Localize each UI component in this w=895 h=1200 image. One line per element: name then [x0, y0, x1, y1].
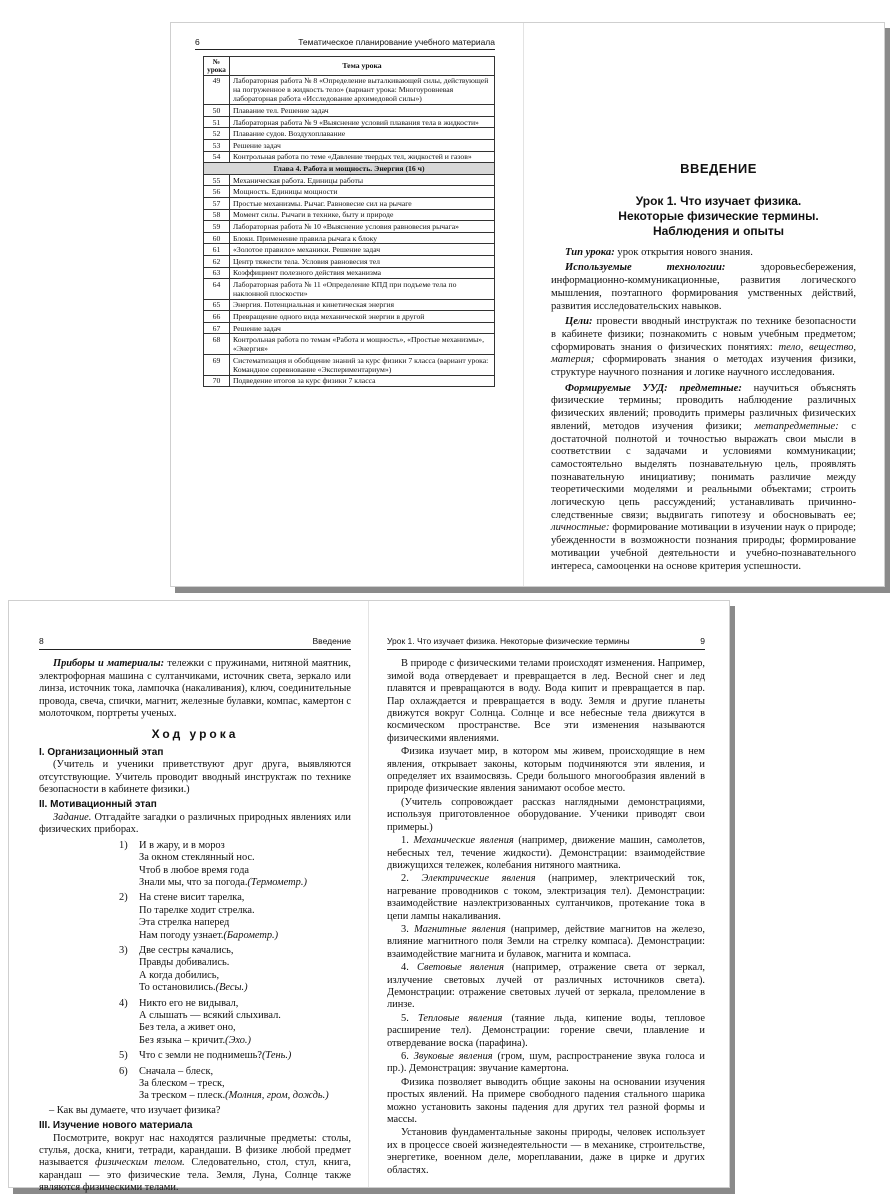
table-row: [204, 267, 495, 279]
lesson-number: 68: [204, 334, 230, 355]
lesson-topic: Момент силы. Рычаги в технике, быту и природе: [230, 209, 495, 221]
lesson-topic: Контрольная работа по темам «Работа и мощность», «Простые механизмы», «Энергия»: [230, 334, 495, 355]
lesson-number: 65: [204, 299, 230, 311]
task: [39, 812, 351, 837]
table-row: [204, 232, 495, 244]
riddle-number: 2): [119, 892, 128, 904]
technologies: [551, 262, 856, 313]
lesson-topic: Решение задач: [230, 139, 495, 151]
table-row: [204, 255, 495, 267]
running-head-title: Введение: [312, 636, 351, 646]
label: Используемые технологии:: [565, 262, 726, 274]
paragraph: (Учитель сопровождает рассказ наглядными демонстрациями, используя приготовленное оборудование. Ученики приводят свои примеры.): [387, 796, 705, 833]
page-number: 6: [195, 37, 200, 47]
lesson-topic: Плавание судов. Воздухоплавание: [230, 128, 495, 140]
page-9: [387, 635, 705, 1178]
table-row: [204, 151, 495, 163]
riddle-number: 3): [119, 944, 128, 956]
text: сформировать знания о методах изучения физики, структуре научного познания и логике научного исследования.: [551, 354, 857, 379]
lesson-topic: Плавание тел. Решение задач: [230, 105, 495, 117]
riddle: [119, 892, 351, 942]
materials: [39, 658, 351, 720]
riddle-line: То остановились.(Весы.): [139, 982, 248, 994]
text: Следовательно, стол, стул, книга, карандаш — это физические тела. Земля, Луна, Солнце также являются физическими телами.: [39, 1157, 351, 1194]
paragraph: Физика позволяет выводить общие законы на основании изучения простых явлений. На примере свободного падения стального шарика можно установить законы падения для других тел разной формы и массы.: [387, 1076, 705, 1126]
riddle-line: Знали мы, что за погода.(Термометр.): [139, 876, 307, 888]
lesson-number: 67: [204, 322, 230, 334]
lesson-number: 54: [204, 151, 230, 163]
page-6: [195, 37, 495, 387]
riddle-answer-wrap: [225, 1035, 251, 1046]
riddle-answer-wrap: [216, 982, 248, 993]
lesson-number: 58: [204, 209, 230, 221]
stage-text: [39, 1133, 351, 1195]
item-term: Световые явления: [417, 962, 504, 974]
table-row: [204, 322, 495, 334]
item-text: (например, электрический ток, нагревание проводников с током, электризация тел). Демонстрации: взаимодействие наэлектризованных султанчиков, протекание тока в цепи лампы накаливания.: [387, 873, 706, 922]
lesson-number: 53: [204, 139, 230, 151]
item-number: 6.: [401, 1051, 409, 1062]
riddle-lines: [139, 840, 307, 890]
bottom-spread: [8, 600, 730, 1194]
item-text: (гром, шум, распространение звука голоса и пр.). Демонстрация: звучание камертона.: [387, 1051, 705, 1075]
riddle-line: Эта стрелка наперед: [139, 917, 230, 929]
riddle-line: Чтоб в любое время года: [139, 864, 249, 876]
lesson-number: 69: [204, 355, 230, 376]
riddle-line: А слышать — всякий слыхивал.: [139, 1009, 281, 1021]
lesson-number: 64: [204, 279, 230, 300]
lesson-topic: Энергия. Потенциальная и кинетическая энергия: [230, 299, 495, 311]
riddle-answer-wrap: [223, 930, 278, 941]
lesson-number: 59: [204, 221, 230, 233]
text: формирование мотивации в изучении наук о природе; убежденности в возможности познания природы; формирование мотивации учебной деятельности и учебно-познавательного интереса, самооценки на основе критерия успешности.: [551, 522, 856, 572]
table-row: [204, 209, 495, 221]
lesson-flow-title: Ход урока: [151, 727, 239, 742]
goals: [551, 316, 856, 380]
riddle-answer: (Термометр.): [247, 876, 307, 888]
table-row: [204, 139, 495, 151]
riddle-line: И в жару, и в мороз: [139, 839, 225, 851]
lesson-topic: Центр тяжести тела. Условия равновесия тел: [230, 255, 495, 267]
table-row: [204, 105, 495, 117]
table-row: [204, 116, 495, 128]
lesson-number: 60: [204, 232, 230, 244]
chapter-title: Глава 4. Работа и мощность. Энергия (16 ч): [204, 163, 495, 175]
lesson-title-line: Урок 1. Что изучает физика.: [635, 193, 802, 208]
running-head-title: Урок 1. Что изучает физика. Некоторые физические термины: [387, 636, 630, 646]
riddle-answer-wrap: [247, 877, 306, 888]
question: – Как вы думаете, что изучает физика?: [49, 1104, 221, 1116]
section-title: ВВЕДЕНИЕ: [680, 161, 757, 176]
phenomenon-item: [387, 924, 705, 961]
lesson-number: 62: [204, 255, 230, 267]
page-8: [39, 635, 351, 1196]
table-row: [204, 197, 495, 209]
table-row: [204, 75, 495, 105]
riddle-line: А когда добились,: [139, 969, 220, 981]
item-term: Электрические явления: [421, 873, 536, 885]
riddle: [119, 998, 351, 1048]
text: провести вводный инструктаж по технике безопасности в кабинете физики; познакомить с новым учебным предметом; сформировать знания о физических понятиях:: [551, 316, 856, 353]
riddle: [119, 1066, 351, 1103]
text: Посмотрите, вокруг нас находятся различные предметы: столы, стулья, доска, книги, тетради, карандаши. В физике любой предмет называется: [39, 1132, 351, 1169]
item-term: Магнитные явления: [414, 923, 506, 935]
table-row: [204, 355, 495, 376]
riddle-answer: (Эхо.): [225, 1034, 251, 1046]
riddle-line: На стене висит тарелка,: [139, 892, 245, 904]
text: здоровьесбережения, информационно-коммуникационные, развития логического мышления, поэтапного формирования умственных действий, развития исследовательских навыков.: [551, 262, 856, 312]
riddle-line: Две сестры качались,: [139, 944, 234, 956]
col-num-header: № урока: [204, 57, 230, 76]
phenomenon-item: [387, 1013, 705, 1050]
riddle-number: 5): [119, 1050, 128, 1062]
page-fold: [523, 23, 524, 586]
item-number: 3.: [401, 923, 409, 935]
table-row: [204, 279, 495, 300]
riddle-line: По тарелке ходит стрелка.: [139, 904, 255, 916]
lesson-topic: Простые механизмы. Рычаг. Равновесие сил на рычаге: [230, 197, 495, 209]
lesson-topic: Решение задач: [230, 322, 495, 334]
lesson-number: 52: [204, 128, 230, 140]
label: Цели:: [565, 316, 593, 328]
running-head: [387, 635, 705, 650]
item-number: 5.: [401, 1012, 409, 1024]
page-number: 8: [39, 636, 44, 646]
lesson-topic: Блоки. Применение правила рычага к блоку: [230, 232, 495, 244]
riddle-answer: (Весы.): [215, 982, 248, 994]
lesson-type: [551, 247, 856, 260]
riddle-answer: (Барометр.): [223, 929, 279, 941]
stage-title: III. Изучение нового материала: [39, 1120, 193, 1132]
lesson-topic: Систематизация и обобщение знаний за курс физики 7 класса (вариант урока: Командное соревнование «Экспериментариум»): [230, 355, 495, 376]
item-term: Звуковые явления: [413, 1051, 493, 1062]
lesson-number: 61: [204, 244, 230, 256]
riddle-line: За треском – плеск.(Молния, гром, дождь.): [139, 1090, 329, 1102]
riddle-lines: [139, 1066, 329, 1103]
text: научиться объяснять физические термины; проводить наблюдение различных физических явлений; проводить примеры различных физических явлений, методов изучения физики;: [551, 382, 857, 432]
phenomenon-item: [387, 873, 705, 923]
lesson-number: 70: [204, 375, 230, 387]
plan-rows-group-1: [204, 75, 495, 163]
text: урок открытия нового знания.: [617, 246, 753, 258]
item-text: (например, отражение света от зеркал, излучение световых лучей от различных источников света). Демонстрации: отражение световых лучей от зеркала, преломление в линзе.: [387, 962, 705, 1011]
lesson-number: 51: [204, 116, 230, 128]
chapter-row: [204, 163, 495, 175]
riddles-list: [39, 840, 351, 1103]
riddle-line: Правды добивались.: [139, 957, 230, 969]
table-row: [204, 174, 495, 186]
table-row: [204, 128, 495, 140]
riddle-line: Без тела, а живет оно,: [139, 1022, 236, 1034]
table-row: [204, 311, 495, 323]
text: с достаточной полнотой и точностью выражать свои мысли в соответствии с задачами и условиями коммуникации; самостоятельно выделять познавательную цель, проявлять познавательную инициативу; понимать различие между теоретическими моделями и реальными объектами; строить логическую цепь рассуждений; устанавливать причинно-следственные связи; выдвигать гипотезу и обосновывать ее;: [551, 420, 856, 521]
lesson-topic: Механическая работа. Единицы работы: [230, 174, 495, 186]
riddle-lines: [139, 998, 281, 1048]
lesson-topic: Лабораторная работа № 8 «Определение выталкивающей силы, действующей на погруженное в жидкость тело» (вариант урока: Многоуровневая лабораторная работа «Исследование архимедовой силы»): [230, 75, 495, 105]
stage-title: II. Мотивационный этап: [39, 799, 157, 811]
label: Задание.: [53, 811, 92, 823]
riddle-lines: [139, 945, 248, 995]
lesson-title: [581, 194, 856, 239]
riddle-line: Нам погоду узнает.(Барометр.): [139, 929, 279, 941]
riddle-lines: [139, 1050, 291, 1062]
label: Формируемые УУД:: [565, 382, 668, 394]
lesson-plan-table: [203, 56, 495, 387]
lesson-topic: Превращение одного вида механической энергии в другой: [230, 311, 495, 323]
lesson-topic: Лабораторная работа № 9 «Выяснение условий плавания тела в жидкости»: [230, 116, 495, 128]
lesson-number: 56: [204, 186, 230, 198]
page-fold: [368, 601, 369, 1187]
table-row: [204, 375, 495, 387]
phenomenon-item: [387, 835, 705, 872]
lesson-topic: Подведение итогов за курс физики 7 класса: [230, 375, 495, 387]
label: Приборы и материалы:: [53, 658, 165, 670]
riddle: [119, 945, 351, 995]
lesson-topic: Коэффициент полезного действия механизма: [230, 267, 495, 279]
riddle-lines: [139, 892, 278, 942]
stage-title: I. Организационный этап: [39, 746, 164, 758]
phenomenon-item: [387, 1051, 705, 1076]
sublabel: личностные:: [551, 522, 610, 534]
table-row: [204, 334, 495, 355]
paragraph: Установив фундаментальные законы природы, человек использует их в процессе своей жизнедеятельности — в механике, строительстве, энергетике, военном деле, мореплавании, даже в цирке и других областях.: [387, 1127, 705, 1176]
riddle-number: 6): [119, 1065, 128, 1077]
plan-rows-group-2: [204, 174, 495, 387]
lesson-topic: Лабораторная работа № 10 «Выяснение условия равновесия рычага»: [230, 221, 495, 233]
riddle-line: За окном стеклянный нос.: [139, 852, 255, 864]
riddle-number: 1): [119, 839, 128, 851]
paragraph: Физика изучает мир, в котором мы живем, происходящие в нем явления, открывает законы, которым подчиняются эти явления, и определяет их взаимосвязь. Среди большого многообразия явлений в природе физические явления занимают особое место.: [387, 746, 705, 795]
riddle-answer: (Тень.): [261, 1050, 292, 1062]
uud: [551, 383, 856, 574]
riddle-line: Что с земли не поднимешь?(Тень.): [139, 1050, 292, 1062]
item-term: Тепловые явления: [418, 1012, 503, 1024]
top-spread: [170, 22, 885, 587]
riddle-answer-wrap: [262, 1050, 291, 1061]
phenomena-list: [387, 835, 705, 1076]
text: Отгадайте загадки о различных природных явлениях или физических приборах.: [39, 811, 351, 836]
col-topic-header: Тема урока: [230, 57, 495, 76]
text: тележки с пружинами, нитяной маятник, электрофорная машина с султанчиками, источник света, зеркало или линза, источник тока, лампочка (накаливания), ключ, соединительные провода, свеча, спички, магнит, железные булавки, компас, камертон с молоточком, портреты ученых.: [39, 658, 351, 720]
riddle-line: Без языка – кричит.(Эхо.): [139, 1034, 251, 1046]
running-head: [195, 37, 495, 50]
item-number: 1.: [401, 835, 409, 847]
lesson-number: 55: [204, 174, 230, 186]
riddle-number: 4): [119, 997, 128, 1009]
lesson-topic: Контрольная работа по теме «Давление твердых тел, жидкостей и газов»: [230, 151, 495, 163]
item-number: 4.: [401, 962, 409, 974]
riddle-line: За блеском – треск,: [139, 1078, 225, 1089]
riddle-line: Сначала – блеск,: [139, 1065, 214, 1077]
running-head-title: Тематическое планирование учебного материала: [298, 37, 495, 47]
table-row: [204, 244, 495, 256]
lesson-topic: «Золотое правило» механики. Решение задач: [230, 244, 495, 256]
phenomenon-item: [387, 962, 705, 1012]
lesson-number: 50: [204, 105, 230, 117]
riddle-line: Никто его не видывал,: [139, 997, 239, 1009]
lesson-topic: Лабораторная работа № 11 «Определение КПД при подъеме тела по наклонной плоскости»: [230, 279, 495, 300]
table-header-row: [204, 57, 495, 76]
terms: тело, вещество, материя;: [551, 341, 857, 366]
sublabel: метапредметные:: [754, 420, 839, 432]
riddle: [119, 840, 351, 890]
page-number: 9: [700, 636, 705, 646]
riddle-answer-wrap: [225, 1090, 329, 1101]
riddle-answer: (Молния, гром, дождь.): [225, 1090, 329, 1102]
table-row: [204, 221, 495, 233]
lesson-number: 49: [204, 75, 230, 105]
term: физическим телом.: [94, 1157, 185, 1169]
item-text: (например, движение машин, самолетов, небесных тел, течение жидкости). Демонстрации: взаимодействие движущихся тележек, колебания нитяного маятника.: [387, 835, 706, 871]
table-row: [204, 186, 495, 198]
paragraph: В природе с физическими телами происходят изменения. Например, зимой вода отвердевает и превращается в лед. Весной снег и лед плавятся и превращаются в воду. Вода кипит и превращается в пар. Пар охлаждается и превращается в воду. Земля и другие планеты движутся вокруг Солнца. Солнце и все небесные тела движутся в космическом пространстве. Все эти изменения называются физическими явлениями.: [387, 658, 705, 744]
running-head: [39, 635, 351, 650]
riddle: [119, 1050, 351, 1062]
label: Тип урока:: [565, 246, 615, 258]
lesson-topic: Мощность. Единицы мощности: [230, 186, 495, 198]
page-7: [551, 163, 856, 576]
lesson-number: 57: [204, 197, 230, 209]
table-row: [204, 299, 495, 311]
sublabel: предметные:: [679, 382, 742, 394]
lesson-title-line: Наблюдения и опыты: [652, 223, 785, 238]
lesson-title-line: Некоторые физические термины.: [618, 208, 819, 223]
item-text: (например, действие магнитов на железо, влияние магнитного поля Земли на стрелку компаса). Демонстрации: взаимодействие магнита и булавок, магнита и компаса.: [387, 923, 706, 960]
item-term: Механические явления: [413, 835, 514, 847]
item-number: 2.: [401, 873, 409, 885]
lesson-number: 63: [204, 267, 230, 279]
lesson-number: 66: [204, 311, 230, 323]
stage-text: (Учитель и ученики приветствуют друг друга, выявляются отсутствующие. Учитель проводит вводный инструктаж по технике безопасности в кабинете физики.): [39, 759, 351, 796]
item-text: (таяние льда, кипение воды, тепловое расширение тел). Демонстрации: горение свечи, плавление и отвердевание воска (парафина).: [387, 1012, 705, 1049]
